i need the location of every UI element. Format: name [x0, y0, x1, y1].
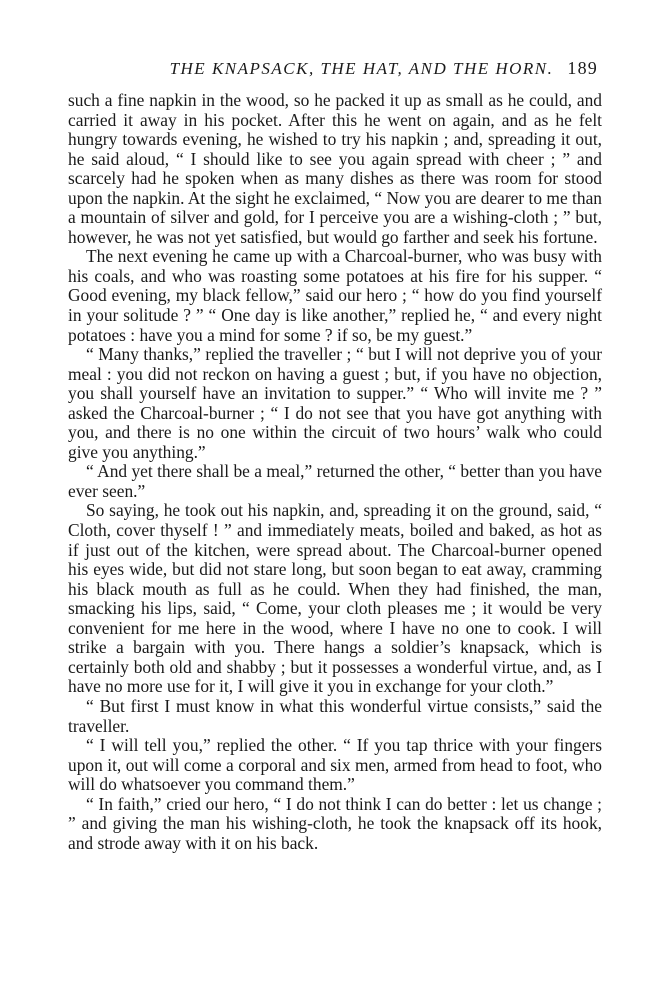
paragraph: “ Many thanks,” replied the traveller ; “ but I will not deprive you of your meal : you did not reckon on having a guest ; but, if you have no objection, you shall yourself have an invitation to supper.” “ Who will invite me ? ” asked the Charcoal-burner ; “ I do not see that you have got anything with you, and there is no one within the circuit of two hours’ walk who could give you anything.”: [68, 344, 602, 462]
running-head: [68, 58, 602, 79]
paragraph: such a fine napkin in the wood, so he packed it up as small as he could, and carried it away in his pocket. After this he went on again, and as he felt hungry towards evening, he wished to try his napkin ; and, spreading it out, he said aloud, “ I should like to see you again spread with cheer ; ” and scarcely had he spoken when as many dishes as there was room for stood upon the napkin. At the sight he exclaimed, “ Now you are dearer to me than a mountain of silver and gold, for I perceive you are a wishing-cloth ; ” but, however, he was not yet satisfied, but would go farther and seek his fortune.: [68, 90, 602, 247]
body-text: [68, 91, 602, 853]
running-title: THE KNAPSACK, THE HAT, AND THE HORN.: [169, 59, 554, 78]
paragraph: “ In faith,” cried our hero, “ I do not think I can do better : let us change ; ” and giving the man his wishing-cloth, he took the knapsack off its hook, and strode away with it on his back.: [68, 793, 602, 853]
paragraph: The next evening he came up with a Charcoal-burner, who was busy with his coals, and who was roasting some potatoes at his fire for his supper. “ Good evening, my black fellow,” said our hero ; “ how do you find yourself in your solitude ? ” “ One day is like another,” replied he, “ and every night potatoes : have you a mind for some ? if so, be my guest.”: [68, 246, 602, 345]
paragraph: “ And yet there shall be a meal,” returned the other, “ better than you have ever seen.”: [68, 461, 602, 501]
book-page: [68, 58, 602, 853]
page-number: 189: [567, 58, 598, 78]
paragraph: So saying, he took out his napkin, and, spreading it on the ground, said, “ Cloth, cover thyself ! ” and immediately meats, boiled and baked, as hot as if just out of the kitchen, were spread about. The Charcoal-burner opened his eyes wide, but did not stare long, but soon began to eat away, cramming his black mouth as full as he could. When they had finished, the man, smacking his lips, said, “ Come, your cloth pleases me ; it would be very convenient for me here in the wood, where I have no one to cook. I will strike a bargain with you. There hangs a soldier’s knapsack, which is certainly both old and shabby ; but it possesses a wonderful virtue, and, as I have no more use for it, I will give it you in exchange for your cloth.”: [68, 500, 602, 697]
paragraph: “ But first I must know in what this wonderful virtue consists,” said the traveller.: [68, 695, 602, 736]
paragraph: “ I will tell you,” replied the other. “ If you tap thrice with your fingers upon it, out will come a corporal and six men, armed from head to foot, who will do whatsoever you command them.”: [68, 735, 602, 795]
